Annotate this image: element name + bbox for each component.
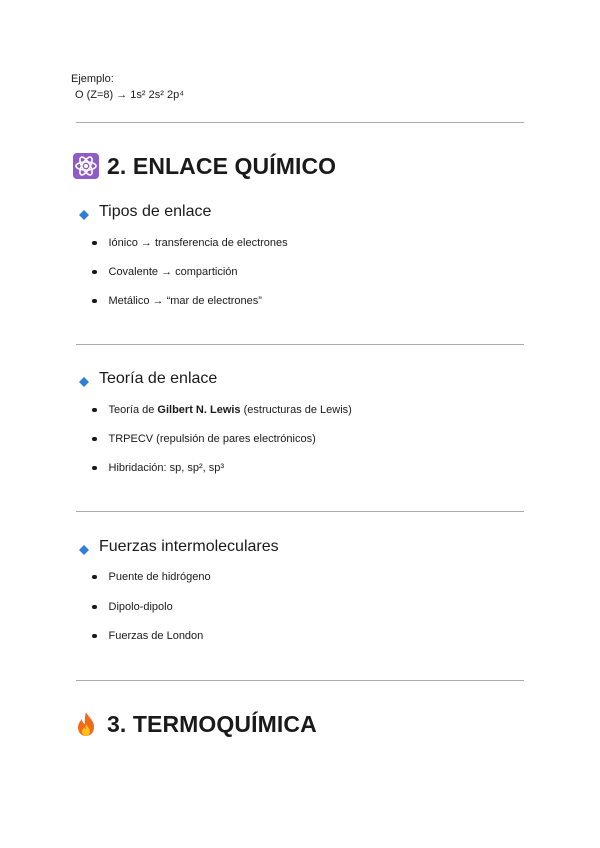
bullet-icon: [92, 270, 97, 275]
list-item-text: Puente de hidrógeno: [108, 571, 211, 583]
diamond-icon: [79, 207, 89, 217]
list-item: [92, 628, 203, 644]
list-item-text: Iónico → transferencia de electrones: [108, 237, 288, 249]
list-item-text: Metálico → “mar de electrones”: [108, 295, 262, 307]
bold-name: Gilbert N. Lewis: [157, 404, 241, 416]
section-heading-enlace-quimico: [73, 150, 336, 182]
subsection-title: Teoría de enlace: [99, 370, 218, 387]
list-item-text: Covalente → compartición: [108, 266, 238, 278]
list-item-text: Hibridación: sp, sp², sp³: [108, 462, 225, 474]
list-item: [92, 569, 211, 585]
diamond-icon: [79, 542, 89, 552]
divider: [76, 344, 524, 345]
list-item-text: Fuerzas de London: [108, 630, 204, 642]
subsection-heading-tipos: [79, 201, 211, 223]
list-item: [92, 293, 262, 309]
section-title: 2. ENLACE QUÍMICO: [107, 152, 337, 179]
atom-icon: [73, 153, 99, 179]
list-item: [92, 599, 173, 615]
list-item-text: Dipolo-dipolo: [108, 601, 173, 613]
list-item: [92, 402, 352, 418]
divider: [76, 122, 524, 123]
list-item: [92, 460, 224, 476]
subsection-title: Fuerzas intermoleculares: [99, 538, 279, 555]
section-heading-termoquimica: [73, 708, 317, 740]
subsection-heading-teoria: [79, 368, 217, 390]
text-suffix: (estructuras de Lewis): [240, 404, 352, 416]
list-item-text: [109, 404, 352, 416]
bullet-icon: [92, 605, 97, 610]
list-item: [92, 235, 288, 251]
diamond-icon: [79, 374, 89, 384]
list-item: [92, 431, 316, 447]
section-title: 3. TERMOQUÍMICA: [107, 710, 317, 737]
bullet-icon: [92, 466, 97, 471]
bullet-icon: [92, 634, 97, 639]
bullet-icon: [92, 241, 97, 246]
subsection-title: Tipos de enlace: [99, 203, 212, 220]
example-label: Ejemplo:: [71, 73, 114, 85]
example-value: O (Z=8) → 1s² 2s² 2p⁴: [75, 89, 184, 101]
divider: [76, 680, 524, 681]
list-item-text: TRPECV (repulsión de pares electrónicos): [108, 433, 316, 445]
bullet-icon: [92, 437, 97, 442]
bullet-icon: [92, 575, 97, 580]
subsection-heading-fuerzas: [79, 536, 279, 558]
text-prefix: Teoría de: [108, 404, 158, 416]
fire-icon: [73, 711, 99, 737]
list-item: [92, 264, 238, 280]
bullet-icon: [92, 408, 97, 413]
divider: [76, 511, 524, 512]
bullet-icon: [92, 299, 97, 304]
